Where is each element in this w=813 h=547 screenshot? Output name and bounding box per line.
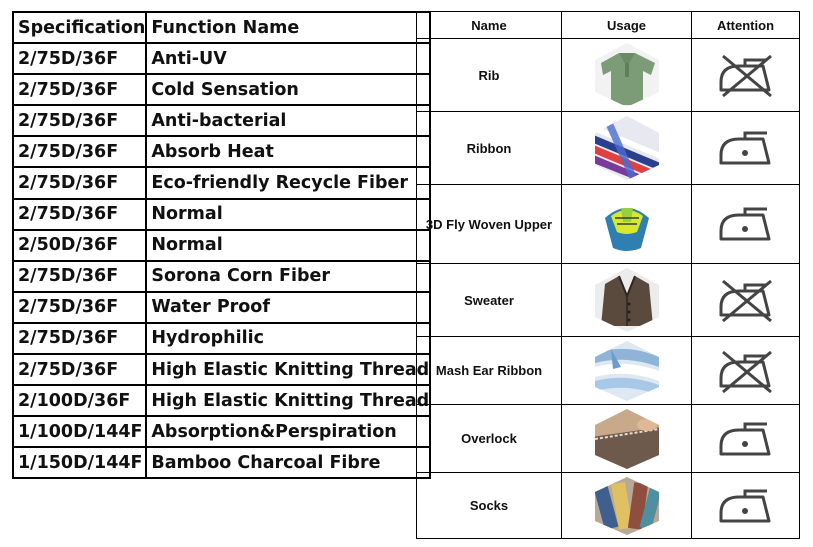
- attention-cell: [692, 337, 800, 405]
- usage-cell: [562, 112, 692, 185]
- sewing-overlock-image: [591, 407, 663, 471]
- table-row: [13, 136, 430, 167]
- header-attention: Attention: [692, 12, 800, 39]
- table-row: [13, 416, 430, 447]
- function-cell: Normal: [146, 230, 430, 261]
- table-row: [13, 385, 430, 416]
- spec-cell: 2/75D/36F: [13, 323, 146, 354]
- spec-cell: 2/75D/36F: [13, 167, 146, 198]
- knit-cardigan-image: [591, 266, 663, 334]
- usage-cell: [562, 264, 692, 337]
- table-row: [13, 323, 430, 354]
- function-cell: Anti-UV: [146, 43, 430, 74]
- iron-low-heat-icon: [715, 125, 777, 171]
- green-polo-shirt-image: [591, 41, 663, 109]
- attention-cell: [692, 264, 800, 337]
- attention-cell: [692, 39, 800, 112]
- usage-cell: [562, 337, 692, 405]
- table-row: [417, 112, 800, 185]
- name-cell: 3D Fly Woven Upper: [417, 185, 562, 264]
- table-row: [13, 354, 430, 385]
- attention-cell: [692, 405, 800, 473]
- table-row: [13, 261, 430, 292]
- table-row: [417, 264, 800, 337]
- table-row: [13, 167, 430, 198]
- spec-cell: 2/75D/36F: [13, 105, 146, 136]
- table-row: [13, 447, 430, 478]
- spec-cell: 2/50D/36F: [13, 230, 146, 261]
- usage-cell: [562, 39, 692, 112]
- header-usage: Usage: [562, 12, 692, 39]
- blue-shirt-collars-image: [591, 339, 663, 403]
- attention-cell: [692, 112, 800, 185]
- function-cell: Absorb Heat: [146, 136, 430, 167]
- usage-cell: [562, 185, 692, 264]
- table-row: [417, 405, 800, 473]
- table-header-row: [13, 12, 430, 43]
- table-row: [417, 185, 800, 264]
- iron-low-heat-icon: [715, 483, 777, 529]
- name-cell: Overlock: [417, 405, 562, 473]
- table-row: [13, 105, 430, 136]
- spec-cell: 1/150D/144F: [13, 447, 146, 478]
- spec-cell: 2/75D/36F: [13, 292, 146, 323]
- function-cell: Absorption&Perspiration: [146, 416, 430, 447]
- spec-cell: 2/75D/36F: [13, 261, 146, 292]
- table-row: [13, 292, 430, 323]
- do-not-iron-icon: [715, 277, 777, 323]
- table-row: [417, 39, 800, 112]
- woven-shoe-upper-image: [591, 188, 663, 260]
- function-cell: Normal: [146, 199, 430, 230]
- function-cell: Water Proof: [146, 292, 430, 323]
- header-function-name: Function Name: [146, 12, 430, 43]
- function-cell: Cold Sensation: [146, 74, 430, 105]
- spec-cell: 2/75D/36F: [13, 43, 146, 74]
- function-cell: High Elastic Knitting Thread: [146, 385, 430, 416]
- function-cell: Anti-bacterial: [146, 105, 430, 136]
- patterned-socks-image: [591, 475, 663, 537]
- function-cell: High Elastic Knitting Thread: [146, 354, 430, 385]
- attention-cell: [692, 473, 800, 539]
- table-row: [13, 74, 430, 105]
- function-cell: Eco-friendly Recycle Fiber: [146, 167, 430, 198]
- usage-cell: [562, 473, 692, 539]
- name-cell: Rib: [417, 39, 562, 112]
- iron-low-heat-icon: [715, 201, 777, 247]
- table-row: [13, 43, 430, 74]
- table-row: [417, 337, 800, 405]
- spec-cell: 2/100D/36F: [13, 385, 146, 416]
- name-cell: Socks: [417, 473, 562, 539]
- do-not-iron-icon: [715, 348, 777, 394]
- table-header-row: [417, 12, 800, 39]
- usage-cell: [562, 405, 692, 473]
- name-cell: Ribbon: [417, 112, 562, 185]
- name-cell: Sweater: [417, 264, 562, 337]
- function-cell: Bamboo Charcoal Fibre: [146, 447, 430, 478]
- spec-cell: 2/75D/36F: [13, 136, 146, 167]
- usage-table: [416, 11, 800, 539]
- name-cell: Mash Ear Ribbon: [417, 337, 562, 405]
- iron-low-heat-icon: [715, 416, 777, 462]
- do-not-iron-icon: [715, 52, 777, 98]
- spec-cell: 1/100D/144F: [13, 416, 146, 447]
- table-row: [417, 473, 800, 539]
- specification-table: [12, 11, 431, 479]
- header-name: Name: [417, 12, 562, 39]
- attention-cell: [692, 185, 800, 264]
- function-cell: Sorona Corn Fiber: [146, 261, 430, 292]
- striped-ribbons-image: [591, 114, 663, 182]
- header-specification: Specification: [13, 12, 146, 43]
- spec-cell: 2/75D/36F: [13, 74, 146, 105]
- spec-cell: 2/75D/36F: [13, 354, 146, 385]
- spec-cell: 2/75D/36F: [13, 199, 146, 230]
- table-row: [13, 230, 430, 261]
- table-row: [13, 199, 430, 230]
- function-cell: Hydrophilic: [146, 323, 430, 354]
